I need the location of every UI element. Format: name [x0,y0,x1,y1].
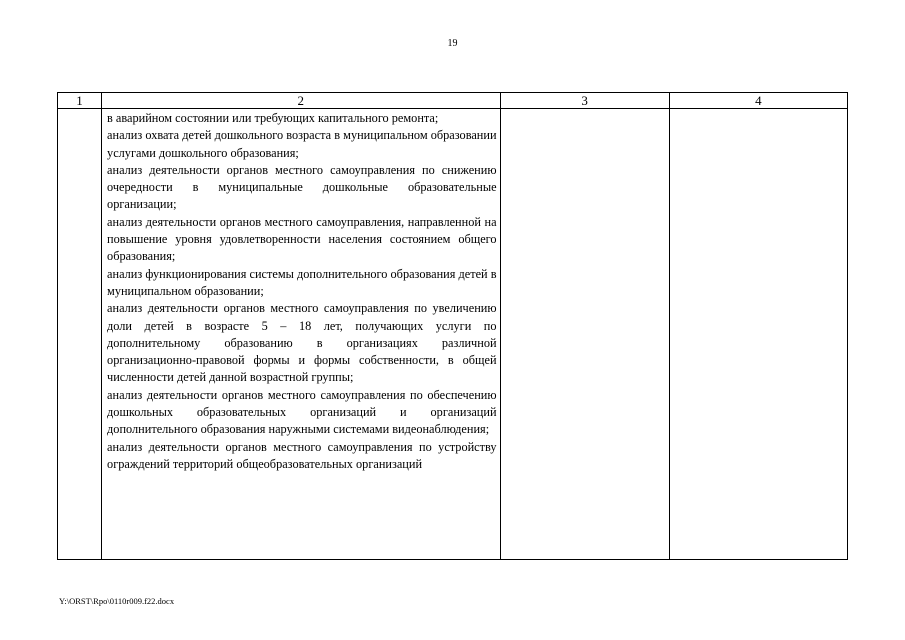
cell-col-1 [58,109,102,560]
content-table [57,92,848,560]
paragraph-satisfaction-level: анализ деятельности органов местного самоуправления, направленной на повышение уровня удовлетворенности населения состоянием общего образования; [107,214,497,264]
column-header-1: 1 [58,93,102,109]
cell-col-2 [102,109,501,560]
paragraph-preschool-coverage: анализ охвата детей дошкольного возраста в муниципальном образовании услугами дошкольного образования; [107,128,497,160]
paragraph-emergency-buildings: в аварийном состоянии или требующих капитального ремонта; [107,111,439,125]
page-number: 19 [447,38,458,49]
column-header-4: 4 [669,93,847,109]
column-header-2: 2 [102,93,501,109]
footer-file-path: Y:\ORST\Rpo\0110r009.f22.docx [59,596,175,606]
table-row [58,109,848,560]
paragraph-children-share: анализ деятельности органов местного самоуправления по увеличению доли детей в возрасте 5 – 18 лет, получающих услуги по дополнительному образованию в организациях различной организационно-правовой формы и формы собственности, в общей численности детей данной возрастной группы; [107,301,497,385]
paragraph-fencing: анализ деятельности органов местного самоуправления по устройству ограждений территорий общеобразовательных организаций [107,439,497,471]
cell-text-block [102,109,500,473]
cell-col-4 [669,109,847,560]
cell-col-3 [500,109,669,560]
paragraph-video-surveillance: анализ деятельности органов местного самоуправления по обеспечению дошкольных образовательных организаций и организаций дополнительного образования наружными системами видеонаблюдения; [107,387,497,437]
paragraph-queue-reduction: анализ деятельности органов местного самоуправления по снижению очередности в муниципальные дошкольные образовательные организации; [107,162,497,212]
paragraph-additional-education: анализ функционирования системы дополнительного образования детей в муниципальном образовании; [107,266,497,298]
table-header-row [58,93,848,109]
column-header-3: 3 [500,93,669,109]
